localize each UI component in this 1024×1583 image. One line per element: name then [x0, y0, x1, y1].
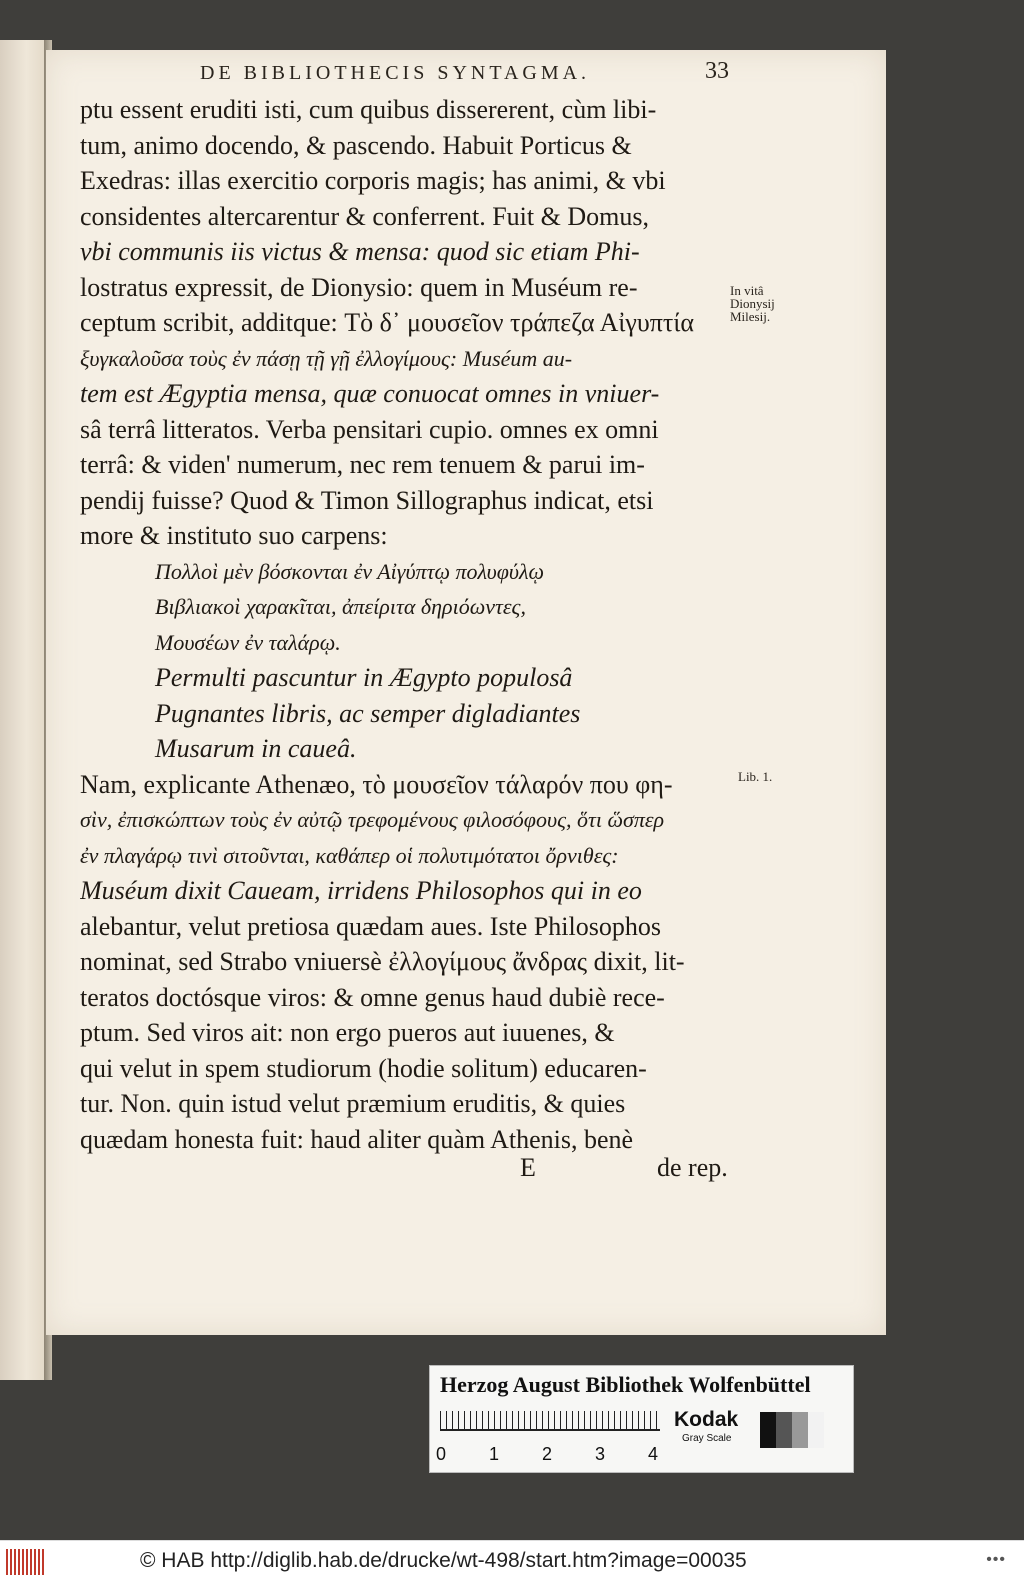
catchword: de rep. — [657, 1153, 728, 1182]
running-head: DE BIBLIOTHECIS SYNTAGMA. — [200, 62, 591, 84]
text-line: qui velut in spem studiorum (hodie solitum) educaren- — [80, 1053, 647, 1083]
viewer-footer — [0, 1540, 1024, 1583]
verse-line: Pugnantes libris, ac semper digladiantes — [155, 698, 581, 728]
text-line: sâ terrâ litteratos. Verba pensitari cupio. omnes ex omni — [80, 414, 659, 444]
page-number: 33 — [705, 58, 729, 84]
text-line: quædam honesta fuit: haud aliter quàm Athenis, benè — [80, 1124, 634, 1154]
gray-swatch — [776, 1412, 792, 1448]
signature-mark: E — [520, 1153, 536, 1182]
text-line: ἐν πλαγάρῳ τινὶ σιτοῦνται, καθάπερ οἱ πολυτιμότατοι ὄρνιθες: — [80, 842, 619, 868]
barcode-icon — [6, 1549, 44, 1575]
gray-swatch — [760, 1412, 776, 1448]
facing-page-edge — [0, 40, 44, 1380]
text-line: tem est Ægyptia mensa, quæ conuocat omnes in vniuer- — [80, 379, 660, 408]
more-icon[interactable]: ••• — [986, 1551, 1006, 1568]
text-line: lostratus expressit, de Dionysio: quem in Muséum re- — [80, 272, 638, 302]
gray-swatch — [808, 1412, 824, 1448]
copyright-url[interactable]: © HAB http://diglib.hab.de/drucke/wt-498/start.htm?image=00035 — [140, 1549, 747, 1572]
margin-note: Lib. 1. — [738, 769, 773, 784]
text-line: ξυγκαλοῦσα τοὺς ἐν πάσῃ τῇ γῇ ἐλλογίμους: Muséum au- — [80, 345, 573, 371]
text-line: terrâ: & viden' numerum, nec rem tenuem & parui im- — [80, 450, 645, 479]
scale-ruler — [440, 1411, 660, 1429]
text-line: alebantur, velut pretiosa quædam aues. Iste Philosophos — [80, 911, 661, 941]
tick-label: 2 — [542, 1444, 553, 1464]
text-line: vbi communis iis victus & mensa: quod sic etiam Phi- — [80, 237, 640, 266]
text-line: more & instituto suo carpens: — [80, 521, 388, 550]
tick-label: 1 — [489, 1444, 500, 1464]
library-name: Herzog August Bibliothek Wolfenbüttel — [440, 1372, 811, 1397]
verse-line: Musarum in caueâ. — [155, 734, 357, 763]
gray-swatch — [792, 1412, 808, 1448]
tick-label: 3 — [595, 1444, 606, 1464]
library-label — [429, 1365, 854, 1473]
verse-line: Μουσέων ἐν ταλάρῳ. — [155, 629, 341, 655]
text-line: nominat, sed Strabo vniuersè ἐλλογίμους ἄνδρας dixit, lit- — [80, 947, 685, 976]
text-line: σὶν, ἐπισκώπτων τοὺς ἐν αὐτῷ τρεφομένους φιλοσόφους, ὅτι ὥσπερ — [80, 807, 665, 832]
tick-label: 0 — [436, 1444, 447, 1464]
text-line: considentes altercarentur & conferrent. Fuit & Domus, — [80, 201, 649, 231]
text-line: tum, animo docendo, & pascendo. Habuit Porticus & — [80, 130, 632, 160]
kodak-logo: Kodak — [674, 1408, 739, 1431]
margin-note: In vitâ Dionysij Milesij. — [730, 283, 775, 324]
page-text — [80, 92, 740, 1157]
text-line: ptu essent eruditi isti, cum quibus dissererent, cùm libi- — [80, 95, 657, 124]
gray-scale-label: Gray Scale — [682, 1433, 732, 1444]
verse-line: Πολλοὶ μὲν βόσκονται ἐν Αἰγύπτῳ πολυφύλῳ — [155, 558, 545, 584]
text-line: tur. Non. quin istud velut præmium eruditis, & quies — [80, 1089, 626, 1118]
verse-line: Permulti pascuntur in Ægypto populosâ — [155, 663, 573, 692]
text-line: ptum. Sed viros ait: non ergo pueros aut iuuenes, & — [80, 1018, 615, 1047]
text-line: Exedras: illas exercitio corporis magis; has animi, & vbi — [80, 166, 666, 195]
verse-line: Βιβλιακοὶ χαρακῖται, ἀπείριτα δηριόωντες, — [155, 594, 526, 619]
text-line: Muséum dixit Caueam, irridens Philosophos qui in eo — [80, 876, 642, 905]
text-line: Nam, explicante Athenæo, τὸ μουσεῖον τάλαρόν που φη- — [80, 769, 673, 799]
tick-label: 4 — [648, 1444, 659, 1464]
text-line: ceptum scribit, additque: Τὸ δ᾽ μουσεῖον τράπεζα Αἰγυπτία — [80, 308, 694, 337]
text-line: teratos doctósque viros: & omne genus haud dubiè rece- — [80, 982, 665, 1012]
scale-ruler-base — [440, 1429, 660, 1431]
text-line: pendij fuisse? Quod & Timon Sillographus indicat, etsi — [80, 485, 654, 515]
